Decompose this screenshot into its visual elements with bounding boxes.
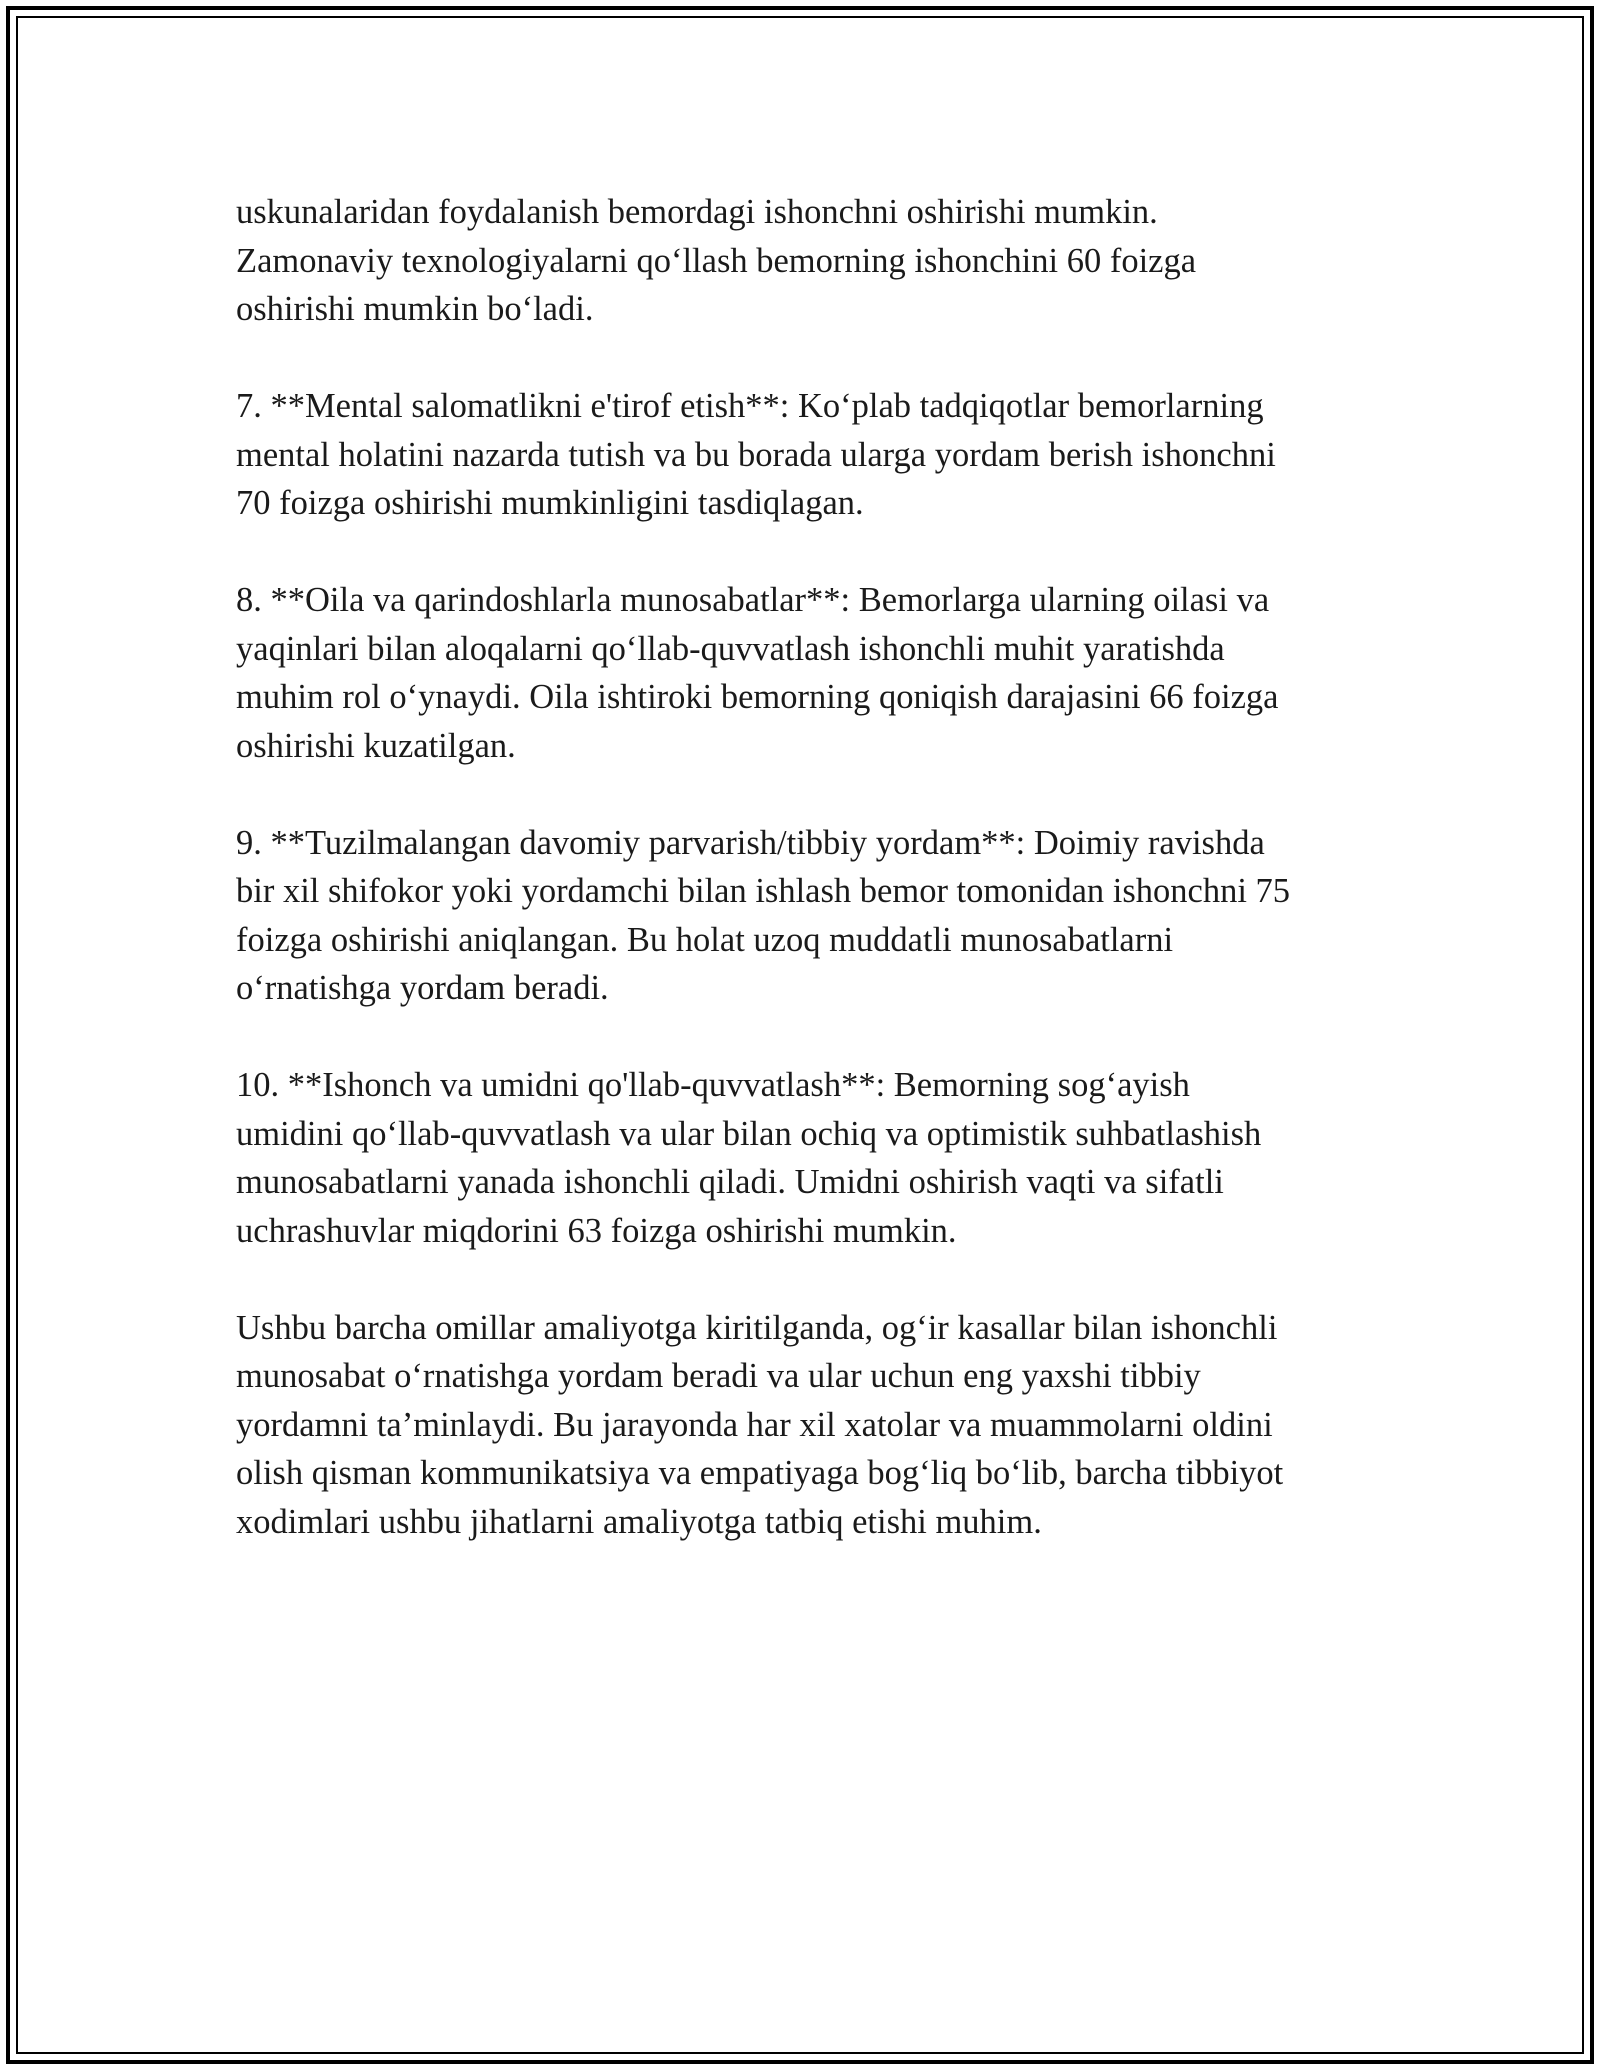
list-item-10 [236, 1061, 1386, 1255]
conclusion-paragraph [236, 1304, 1386, 1547]
text-line: oshirishi mumkin bo‘ladi. [236, 290, 594, 328]
text-line: umidini qo‘llab-quvvatlash va ular bilan ochiq va optimistik suhbatlashish [236, 1114, 1262, 1153]
text-line: mental holatini nazarda tutish va bu borada ularga yordam berish ishonchni [236, 435, 1276, 474]
text-line: 70 foizga oshirishi mumkinligini tasdiqlagan. [236, 484, 864, 522]
text-line: Zamonaviy texnologiyalarni qo‘llash bemorning ishonchini 60 foizga [236, 241, 1197, 280]
text-line: uskunalaridan foydalanish bemordagi ishonchni oshirishi mumkin. [236, 193, 1158, 231]
list-item-7 [236, 382, 1386, 528]
text-line: bir xil shifokor yoki yordamchi bilan ishlash bemor tomonidan ishonchni 75 [236, 872, 1291, 910]
text-line: munosabat o‘rnatishga yordam beradi va ular uchun eng yaxshi tibbiy [236, 1357, 1201, 1395]
text-line: uchrashuvlar miqdorini 63 foizga oshirishi mumkin. [236, 1211, 957, 1250]
text-line: olish qisman kommunikatsiya va empatiyaga bog‘liq bo‘lib, barcha tibbiyot [236, 1454, 1284, 1492]
text-line: Ushbu barcha omillar amaliyotga kiritilganda, og‘ir kasallar bilan ishonchli [236, 1308, 1278, 1347]
text-line: 7. **Mental salomatlikni e'tirof etish**: Ko‘plab tadqiqotlar bemorlarning [236, 387, 1264, 425]
text-line: foizga oshirishi aniqlangan. Bu holat uzoq muddatli munosabatlarni [236, 920, 1174, 959]
list-item-9 [236, 819, 1386, 1013]
text-line: 8. **Oila va qarindoshlarla munosabatlar**: Bemorlarga ularning oilasi va [236, 581, 1270, 619]
text-line: oshirishi kuzatilgan. [236, 726, 516, 765]
text-line: 9. **Tuzilmalangan davomiy parvarish/tibbiy yordam**: Doimiy ravishda [236, 823, 1265, 862]
text-line: muhim rol o‘ynaydi. Oila ishtiroki bemorning qoniqish darajasini 66 foizga [236, 678, 1279, 716]
document-body [236, 188, 1386, 1595]
text-line: munosabatlarni yanada ishonchli qiladi. Umidni oshirish vaqti va sifatli [236, 1163, 1224, 1201]
paragraph-continuation [236, 188, 1386, 334]
text-line: yordamni ta’minlaydi. Bu jarayonda har xil xatolar va muammolarni oldini [236, 1405, 1273, 1444]
text-line: yaqinlari bilan aloqalarni qo‘llab-quvvatlash ishonchli muhit yaratishda [236, 629, 1225, 668]
text-line: o‘rnatishga yordam beradi. [236, 969, 609, 1007]
text-line: xodimlari ushbu jihatlarni amaliyotga tatbiq etishi muhim. [236, 1502, 1042, 1541]
list-item-8 [236, 576, 1386, 770]
text-line: 10. **Ishonch va umidni qo'llab-quvvatlash**: Bemorning sog‘ayish [236, 1066, 1190, 1104]
